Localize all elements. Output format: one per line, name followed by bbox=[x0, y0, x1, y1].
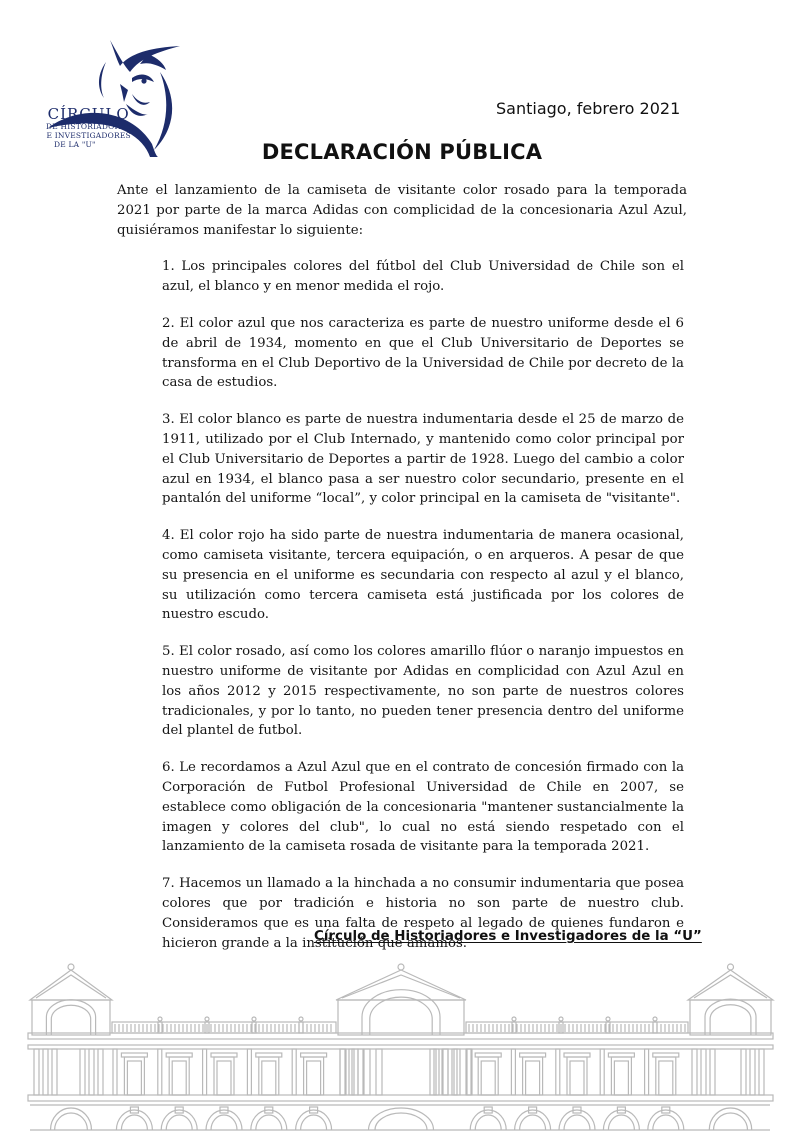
numbered-list bbox=[162, 257, 684, 953]
logo-subtitle-line: DE HISTORIADORES bbox=[46, 122, 132, 131]
logo-subtitle-line: DE LA "U" bbox=[54, 140, 96, 149]
signature: Círculo de Historiadores e Investigadores de la “U” bbox=[314, 929, 702, 944]
logo-subtitle-line: E INVESTIGADORES bbox=[46, 131, 131, 140]
logo-title: CÍRCULO bbox=[47, 105, 130, 123]
document-body bbox=[117, 181, 687, 970]
building-illustration bbox=[0, 955, 800, 1133]
logo bbox=[40, 32, 190, 157]
list-item: 1. Los principales colores del fútbol del Club Universidad de Chile son el azul, el blanco y en menor medida el rojo. bbox=[162, 259, 684, 295]
document-title-text: DECLARACIÓN PÚBLICA bbox=[261, 140, 543, 164]
list-item: 2. El color azul que nos caracteriza es parte de nuestro uniforme desde el 6 de abril de 1934, momento en que el Club Universitario de Deportes se transforma en el Club Deportivo de la Universidad de Chile por decreto de la casa de estudios. bbox=[162, 315, 684, 391]
list-item: 6. Le recordamos a Azul Azul que en el contrato de concesión firmado con la Corporación de Futbol Profesional Universidad de Chile en 2007, se establece como obligación de la concesionaria "mantener sustancialmente la imagen y colores del club", lo cual no está siendo respetado con el lanzamiento de la camiseta rosada de visitante para la temporada 2021. bbox=[162, 760, 684, 855]
list-item: 7. Hacemos un llamado a la hinchada a no consumir indumentaria que posea colores que por tradición e historia no son parte de nuestro club. Consideramos que es una falta de respeto al legado de quienes fundaron e hicieron grande a la institución que amamos. bbox=[162, 876, 684, 951]
document-title bbox=[0, 140, 800, 164]
building-facade-icon bbox=[0, 955, 800, 1133]
intro-paragraph: Ante el lanzamiento de la camiseta de visitante color rosado para la temporada 2021 por parte de la marca Adidas con complicidad de la concesionaria Azul Azul, quisiéramos manifestar lo siguiente: bbox=[117, 183, 687, 238]
list-item: 3. El color blanco es parte de nuestra indumentaria desde el 25 de marzo de 1911, utilizado por el Club Internado, y mantenido como color principal por el Club Universitario de Deportes a partir de 1928. Luego del cambio a color azul en 1934, el blanco pasa a ser nuestro color secundario, presente en el pantalón del uniforme “local”, y color principal en la camiseta de "visitante". bbox=[162, 412, 684, 507]
document-date: Santiago, febrero 2021 bbox=[496, 99, 681, 118]
list-item: 4. El color rojo ha sido parte de nuestra indumentaria de manera ocasional, como camiseta visitante, tercera equipación, o en arqueros. A pesar de que su presencia en el uniforme es secundaria con respecto al azul y el blanco, su utilización como tercera camiseta está justificada por los colores de nuestro escudo. bbox=[162, 528, 684, 623]
list-item: 5. El color rosado, así como los colores amarillo flúor o naranjo impuestos en nuestro uniforme de visitante por Adidas en complicidad con Azul Azul en los años 2012 y 2015 respectivamente, no son parte de nuestros colores tradicionales, y por lo tanto, no pueden tener presencia dentro del uniforme del plantel de futbol. bbox=[162, 644, 684, 739]
